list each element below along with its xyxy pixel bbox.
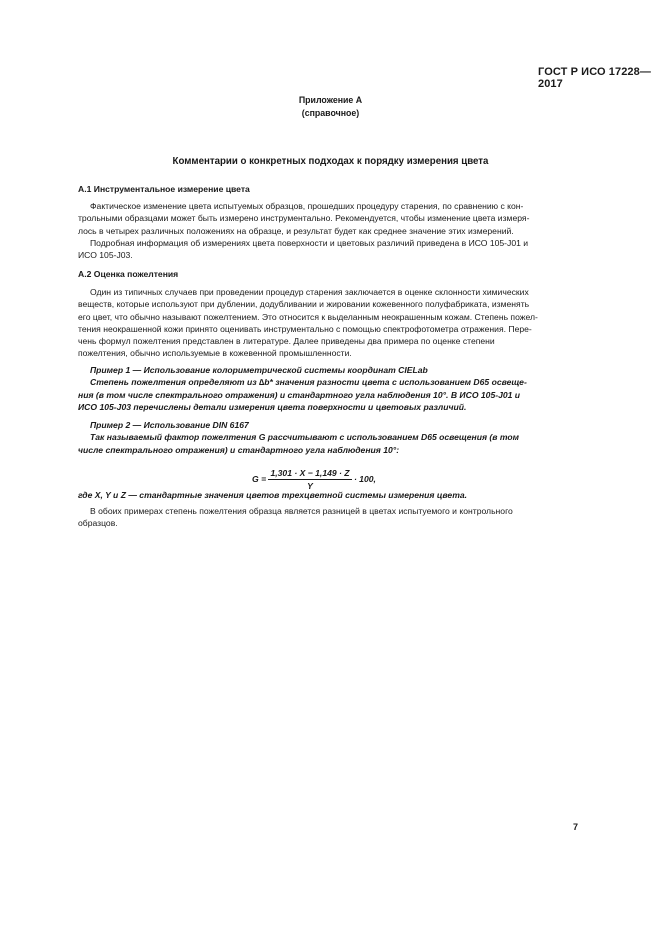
formula-rhs: · 100,: [353, 473, 376, 484]
text-line: образцов.: [78, 518, 118, 529]
text-line: чень формул пожелтения представлен в литературе. Далее приведены два примера по оценке степени: [78, 336, 495, 347]
text-line: Так называемый фактор пожелтения G рассчитывают с использованием D65 освещения (в том: [90, 432, 519, 443]
formula-numerator: 1,301 · X − 1,149 · Z: [270, 468, 350, 478]
formula-denominator: Y: [307, 481, 313, 491]
appendix-subtitle: (справочное): [301, 108, 360, 118]
section-a2-body: [78, 286, 584, 360]
main-title: Комментарии о конкретных подходах к порядку измерения цвета: [172, 156, 489, 167]
yellowness-formula: [252, 468, 376, 491]
appendix-title: Приложение А: [298, 95, 363, 105]
example-2: [78, 419, 584, 456]
text-line: веществ, которые используют при дублении, додубливании и жировании кожевенного полуфабриката, изменять: [78, 299, 530, 310]
conclusion: [78, 505, 584, 530]
standard-designation: ГОСТ Р ИСО 17228—2017: [538, 66, 651, 90]
text-line: числе спектрального отражения) и стандартного угла наблюдения 10°:: [78, 444, 400, 455]
text-line: ИСО 105-J03 перечислены детали измерения цвета поверхности и цветовых различий.: [78, 401, 467, 412]
text-line: его цвет, что обычно называют пожелтением. Это относится к выделанным неокрашенным кожам. Степень пожел-: [78, 311, 538, 322]
text-line: где X, Y и Z — стандартные значения цветов трехцветной системы измерения цвета.: [78, 490, 467, 500]
text-line: лось в четырех различных положениях на образце, и результат будет как среднее значение этих измерений.: [78, 225, 514, 236]
text-line: Степень пожелтения определяют из ∆b* значения разности цвета с использованием D65 освеще-: [90, 377, 527, 388]
text-line: ИСО 105-J03.: [78, 250, 133, 261]
text-line: Фактическое изменение цвета испытуемых образцов, прошедших процедуру старения, по сравнению с кон-: [90, 201, 524, 211]
text-line: Подробная информация об измерениях цвета поверхности и цветовых различий приведена в ИСО 105-J01 и: [90, 237, 529, 248]
section-a1-heading: А.1 Инструментальное измерение цвета: [78, 184, 250, 194]
example-1: [78, 364, 584, 413]
example-2-title: Пример 2 — Использование DIN 6167: [90, 420, 249, 430]
text-line: Один из типичных случаев при проведении процедур старения заключается в оценке склонности химических: [90, 287, 529, 297]
text-line: пожелтения, обычно используемые в кожевенной промышленности.: [78, 348, 352, 359]
example-1-title: Пример 1 — Использование колориметрической системы координат CIELab: [90, 365, 428, 375]
text-line: тения неокрашенной кожи принято оценивать инструментально с помощью спектрофотометра отражения. Пере-: [78, 323, 532, 334]
page-number: 7: [573, 822, 579, 832]
text-line: ния (в том числе спектрального отражения) и стандартного угла наблюдения 10°. В ИСО 105-J01 и: [78, 389, 521, 400]
section-a1-body: [78, 200, 584, 261]
formula-where: [78, 489, 584, 501]
text-line: трольными образцами может быть измерено инструментально. Рекомендуется, чтобы изменение цвета измеря-: [78, 213, 530, 224]
section-a2-heading: А.2 Оценка пожелтения: [78, 269, 179, 279]
formula-fraction: [268, 468, 351, 491]
formula-lhs: G =: [252, 473, 267, 484]
text-line: В обоих примерах степень пожелтения образца является разницей в цветах испытуемого и контрольного: [90, 506, 513, 516]
